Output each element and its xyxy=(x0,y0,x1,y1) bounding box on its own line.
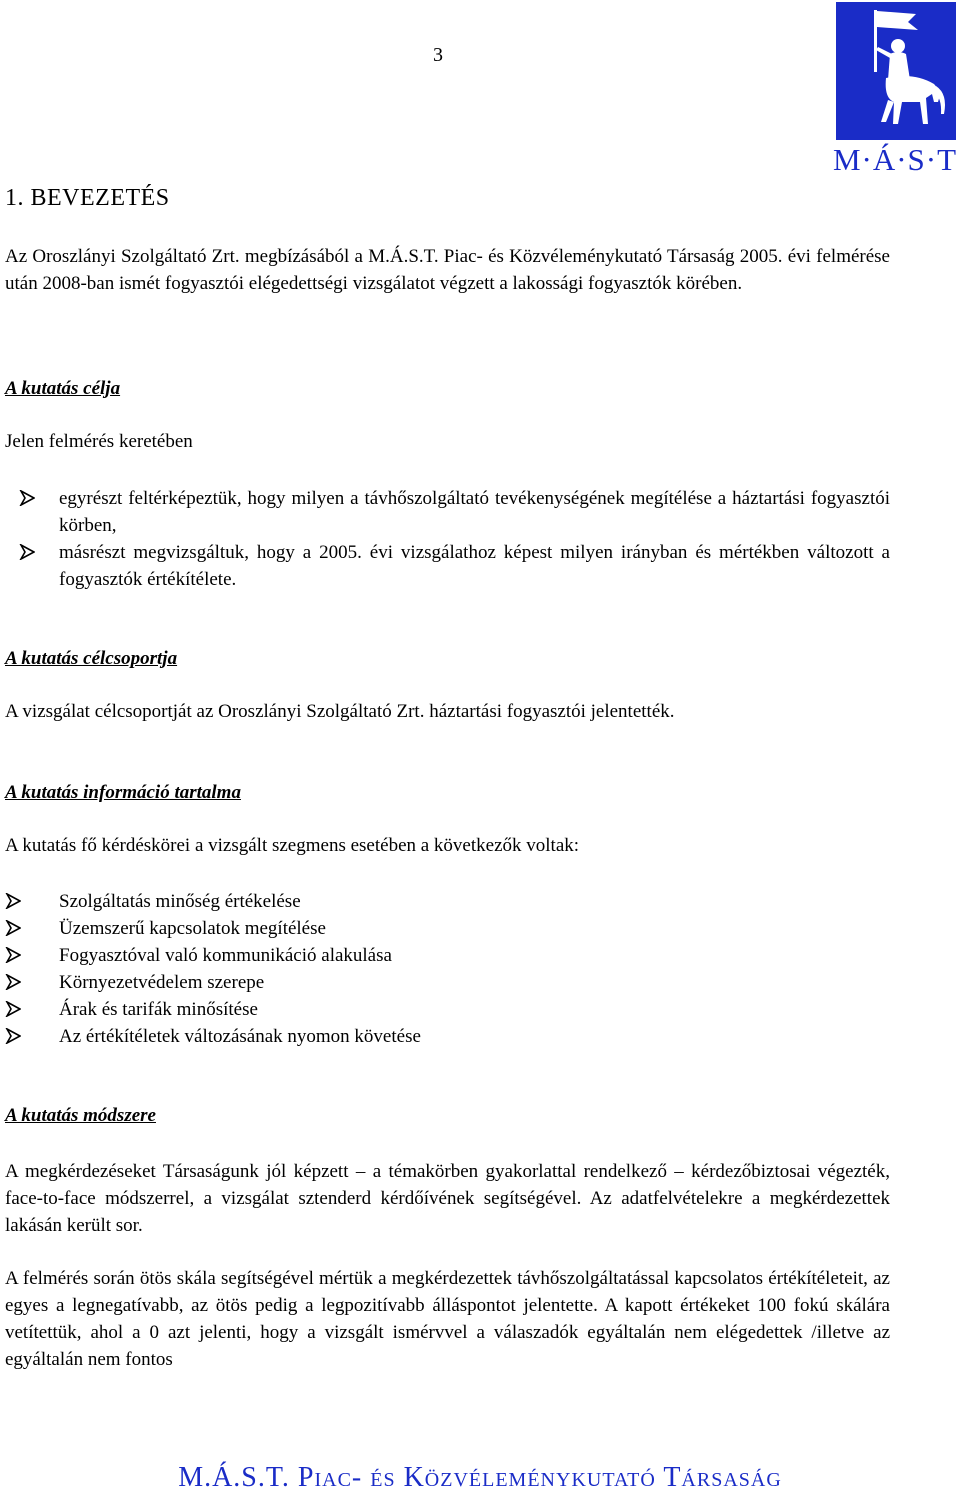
arrow-bullet-icon xyxy=(5,947,21,963)
arrow-bullet-icon xyxy=(5,893,21,909)
cel-list xyxy=(5,485,890,593)
list-item-text: Szolgáltatás minőség értékelése xyxy=(59,891,301,912)
section-title-cel: A kutatás célja xyxy=(5,378,121,399)
arrow-bullet-icon xyxy=(5,1001,21,1017)
arrow-bullet-icon xyxy=(5,1028,21,1044)
list-item-text: egyrészt feltérképeztük, hogy milyen a távhőszolgáltató tevékenységének megítélése a háztartási fogyasztói körben, xyxy=(59,488,890,536)
chapter-heading: 1. BEVEZETÉS xyxy=(5,185,170,211)
list-item-text: Az értékítéletek változásának nyomon követése xyxy=(59,1026,421,1047)
list-item-text: Árak és tarifák minősítése xyxy=(59,999,258,1020)
section-title-celcsoport: A kutatás célcsoportja xyxy=(5,648,178,669)
arrow-bullet-icon xyxy=(5,920,21,936)
section-title-modszer: A kutatás módszere xyxy=(5,1105,156,1126)
list-item xyxy=(5,942,890,969)
arrow-bullet-icon xyxy=(5,974,21,990)
arrow-bullet-icon xyxy=(19,544,35,560)
celcsoport-text: A vizsgálat célcsoportját az Oroszlányi Szolgáltató Zrt. háztartási fogyasztói jelentették. xyxy=(5,701,675,722)
section-title-informacio: A kutatás információ tartalma xyxy=(5,782,241,803)
informacio-lead: A kutatás fő kérdéskörei a vizsgált szegmens esetében a következők voltak: xyxy=(5,835,580,856)
arrow-bullet-icon xyxy=(19,490,35,506)
informacio-list xyxy=(5,888,890,1050)
list-item xyxy=(5,996,890,1023)
cel-lead: Jelen felmérés keretében xyxy=(5,431,193,452)
page-number: 3 xyxy=(433,44,443,66)
intro-paragraph: Az Oroszlányi Szolgáltató Zrt. megbízásából a M.Á.S.T. Piac- és Közvéleménykutató Társaság 2005. évi felmérése után 2008-ban ismét fogyasztói elégedettségi vizsgálatot végzett a lakossági fogyasztók körében. xyxy=(5,246,890,294)
list-item-text: Fogyasztóval való kommunikáció alakulása xyxy=(59,945,392,966)
footer-company-name: M.Á.S.T. Piac- és Közvéleménykutató Társaság xyxy=(178,1462,782,1493)
logo-text: M·Á·S·T xyxy=(832,142,958,177)
list-item xyxy=(5,485,890,539)
list-item xyxy=(5,915,890,942)
list-item xyxy=(5,969,890,996)
modszer-paragraph-1: A megkérdezéseket Társaságunk jól képzett – a témakörben gyakorlattal rendelkező – kérdezőbiztosai végezték, face-to-face módszerrel, a vizsgálat sztenderd kérdőívének segítségével. Az adatfelvételekre a megkérdezettek lakásán került sor. xyxy=(5,1161,890,1236)
centaur-flag-icon xyxy=(836,2,956,140)
modszer-paragraph-2: A felmérés során ötös skála segítségével mértük a megkérdezettek távhőszolgáltatással kapcsolatos értékítéleteit, az egyes a legnegatívabb, az ötös pedig a legpozitívabb álláspontot jelentette. A kapott értékeket 100 fokú skálára vetítettük, ahol a 0 azt jelenti, hogy a vizsgált ismérvvel a válaszadók egyáltalán nem elégedettek /illetve az egyáltalán nem fontos xyxy=(5,1268,890,1370)
list-item-text: Üzemszerű kapcsolatok megítélése xyxy=(59,918,326,939)
list-item xyxy=(5,539,890,593)
list-item xyxy=(5,888,890,915)
list-item xyxy=(5,1023,890,1050)
list-item-text: másrészt megvizsgáltuk, hogy a 2005. évi vizsgálathoz képest milyen irányban és mértékben változott a fogyasztók értékítélete. xyxy=(59,542,890,590)
mast-logo xyxy=(830,2,956,177)
list-item-text: Környezetvédelem szerepe xyxy=(59,972,265,993)
